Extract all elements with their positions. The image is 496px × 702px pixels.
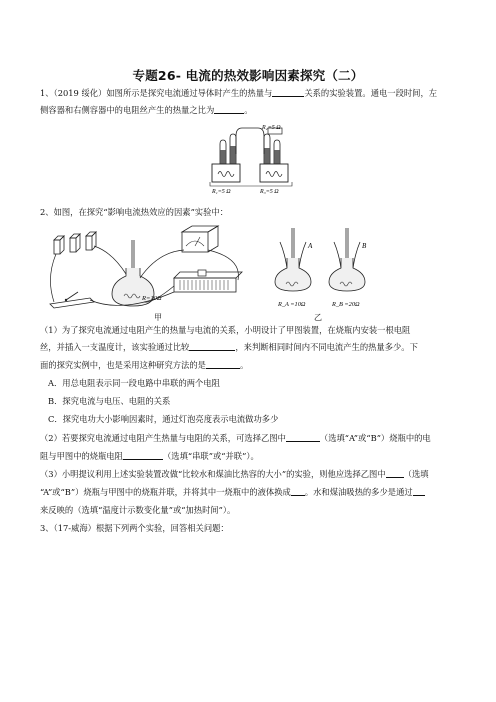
q2-figure-jia <box>42 222 254 314</box>
q2-p1-line1: （1）为了探究电流通过电阻产生的热量与电流的关系，小明设计了甲图装置，在烧瓶内安装一根电阻 <box>40 325 411 335</box>
q1-figure <box>208 124 294 194</box>
q1-line1 <box>40 88 460 99</box>
q1-text-d: 。 <box>244 105 253 115</box>
q2-fig-jia-resistor: R=10Ω <box>142 295 162 302</box>
q2-option-b: B．探究电流与电压、电阻的关系 <box>48 396 171 406</box>
q2-p1-text-c: 面的探究实例中，也是采用这种研究方法的是 <box>40 360 206 370</box>
q2-p2-blank-1[interactable] <box>286 433 320 442</box>
q2-fig-yi-rb: R_B =20Ω <box>332 301 360 308</box>
q2-p3-line3: 来反映的（选填“温度计示数变化量”或“加热时间”）。 <box>40 505 236 515</box>
q2-p3-line1 <box>40 469 460 480</box>
q2-p2-blank-2[interactable] <box>123 451 163 460</box>
q1-fig-r2-label: R₂=5 Ω <box>262 125 281 131</box>
q2-fig-yi-label-b: B <box>362 242 367 250</box>
q2-p3-blank-2[interactable] <box>291 487 305 496</box>
q2-p3-text-c: “A”或“B”）烧瓶与甲图中的烧瓶并联，并将其中一烧瓶中的液体换成 <box>40 487 291 497</box>
q2-p1-text-a: 丝，并插入一支温度计，该实验通过比较 <box>40 342 190 352</box>
q2-p3-text-b: （选填 <box>403 469 429 479</box>
q2-p1-text-d: 。 <box>239 360 249 370</box>
q1-line2 <box>40 105 460 116</box>
q1-fig-r1-label: R₁=5 Ω <box>212 189 231 194</box>
q2-p2-line1 <box>40 433 460 444</box>
q1-text-c: 侧容器和右侧容器中的电阻丝产生的热量之比为 <box>40 105 215 115</box>
q1-blank-1[interactable] <box>272 88 304 97</box>
q2-option-a: A．用总电阻表示同一段电路中串联的两个电阻 <box>48 378 220 388</box>
q2-p1-blank-2[interactable] <box>206 360 240 369</box>
q2-p2-text-a: （2）若要探究电流通过电阻产生热量与电阻的关系，可选择乙图中 <box>40 433 286 443</box>
page-title: 专题26- 电流的热效影响因素探究（二） <box>132 68 364 83</box>
q1-text-a: 1、（2019 绥化）如图所示是探究电流通过导体时产生的热量与 <box>40 88 273 98</box>
q2-p2-text-b: （选填“A”或“B”）烧瓶中的电 <box>319 433 431 443</box>
q2-p1-blank-1[interactable] <box>189 342 235 351</box>
q1-text-b: 关系的实验装置。通电一段时间，左 <box>304 88 438 98</box>
q2-option-c: C．探究电功大小影响因素时，通过灯泡亮度表示电流做功多少 <box>48 414 279 424</box>
q2-figure-yi <box>272 226 368 310</box>
q2-p1-line3 <box>40 360 460 371</box>
q3-intro: 3、（17-威海）根据下列两个实验，回答相关问题： <box>40 523 229 533</box>
q2-fig-yi-ra: R_A =10Ω <box>278 301 306 308</box>
q2-p3-text-d: 。水和煤油吸热的多少是通过 <box>304 487 413 497</box>
q2-p1-line2 <box>40 342 460 353</box>
q1-blank-2[interactable] <box>214 105 244 114</box>
q2-intro: 2、如图，在探究“影响电流热效应的因素”实验中： <box>40 207 228 217</box>
q2-p2-text-c: 阻与甲图中的烧瓶电阻 <box>40 451 123 461</box>
q1-fig-r3-label: R₃=5 Ω <box>260 189 279 194</box>
q2-fig-yi-label-a: A <box>308 242 313 250</box>
q2-p2-line2 <box>40 451 460 462</box>
q2-p3-text-a: （3）小明提议利用上述实验装置改做“比较水和煤油比热容的大小”的实验，则他应选择乙图中 <box>40 469 386 479</box>
q2-caption-jia: 甲 <box>154 313 162 322</box>
q2-p3-blank-3[interactable] <box>413 487 425 496</box>
q2-p1-text-b: ，来判断相同时间内不同电流产生的热量多少。下 <box>235 342 418 352</box>
q2-p3-line2 <box>40 487 460 498</box>
q2-p2-text-d: （选填“串联”或“并联”）。 <box>162 451 259 461</box>
q2-caption-yi: 乙 <box>314 313 322 322</box>
q2-p3-blank-1[interactable] <box>386 469 404 478</box>
